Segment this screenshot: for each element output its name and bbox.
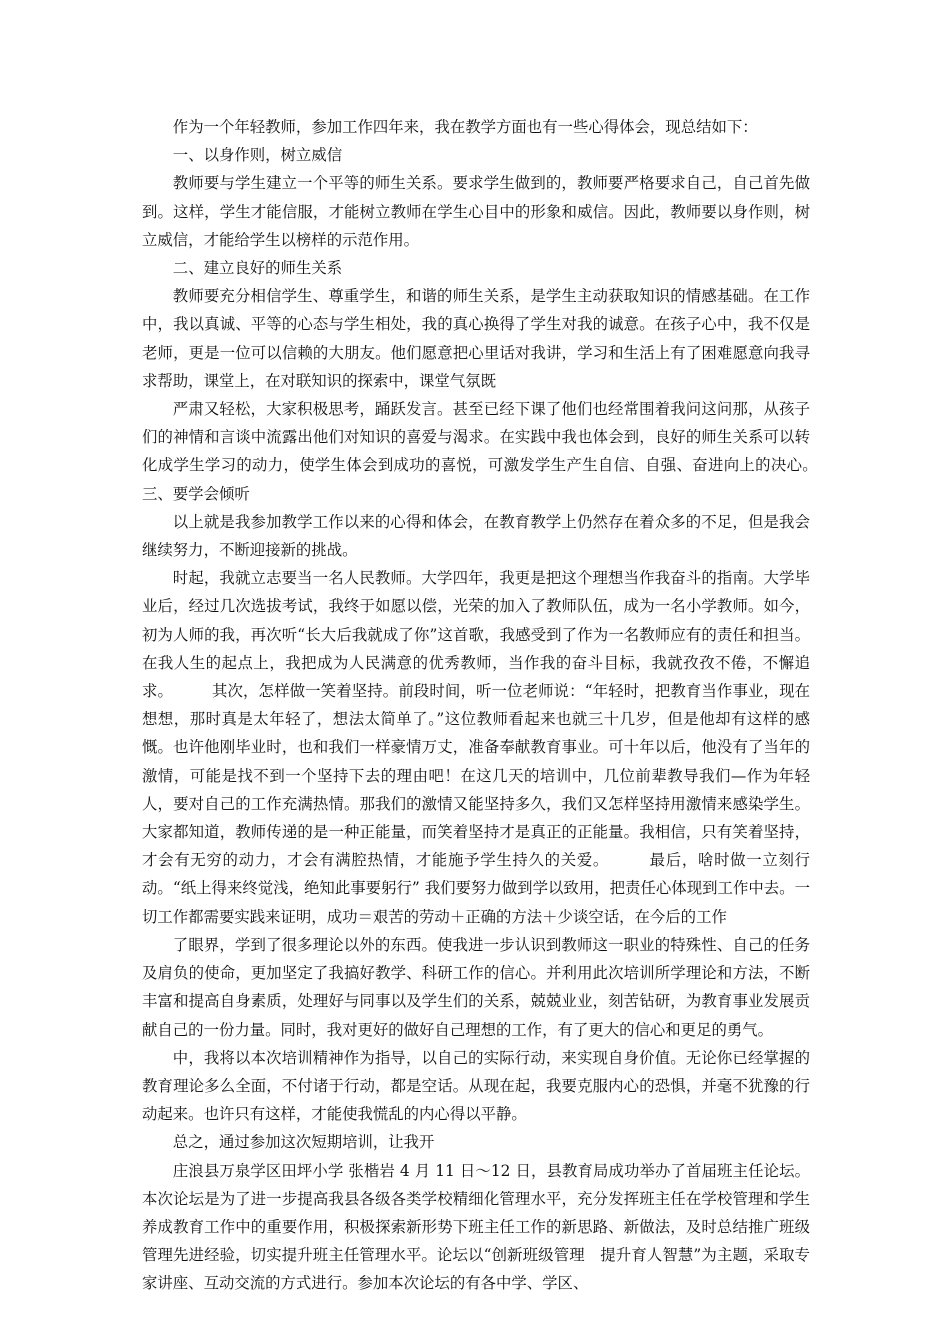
body-paragraph: 庄浪县万泉学区田坪小学 张楷岩 4 月 11 日～12 日，县教育局成功举办了首届班主任论坛。本次论坛是为了进一步提高我县各级各类学校精细化管理水平，充分发挥班主任在学校管理和学生养成教育工作中的重要作用，积极探索新形势下班主任工作的新思路、新做法，及时总结推广班级管理先进经验，切实提升班主任管理水平。论坛以“创新班级管理 提升育人智慧”为主题，采取专家讲座、互动交流的方式进行。参加本次论坛的有各中学、学区、: [142, 1161, 810, 1293]
body-paragraph: 以上就是我参加教学工作以来的心得和体会，在教育教学上仍然存在着众多的不足，但是我会继续努力，不断迎接新的挑战。: [142, 512, 810, 560]
body-paragraph: 时起，我就立志要当一名人民教师。大学四年，我更是把这个理想当作我奋斗的指南。大学毕业后，经过几次选拔考试，我终于如愿以偿，光荣的加入了教师队伍，成为一名小学教师。如今，初为人师的我，再次听“长大后我就成了你”这首歌，我感受到了作为一名教师应有的责任和担当。在我人生的起点上，我把成为人民满意的优秀教师，当作我的奋斗目标，我就孜孜不倦，不懈追求。 其次，怎样做一笑着坚持。前段时间，听一位老师说：“年轻时，把教育当作事业，现在想想，那时真是太年轻了，想法太简单了。”这位教师看起来也就三十几岁，但是他却有这样的感慨。也许他刚毕业时，也和我们一样豪情万丈，准备奉献教育事业。可十年以后，他没有了当年的激情，可能是找不到一个坚持下去的理由吧！在这几天的培训中，几位前辈教导我们—作为年轻人，要对自己的工作充满热情。那我们的激情又能坚持多久，我们又怎样坚持用激情来感染学生。大家都知道，教师传递的是一种正能量，而笑着坚持才是真正的正能量。我相信，只有笑着坚持，才会有无穷的动力，才会有满腔热情，才能施予学生持久的关爱。 最后，啥时做一立刻行动。“纸上得来终觉浅，绝知此事要躬行” 我们要努力做到学以致用，把责任心体现到工作中去。一切工作都需要实践来证明，成功＝艰苦的劳动＋正确的方法＋少谈空话，在今后的工作: [142, 569, 810, 926]
intro-paragraph: 作为一个年轻教师，参加工作四年来，我在教学方面也有一些心得体会，现总结如下：: [172, 118, 758, 136]
section-heading-2: 二、建立良好的师生关系: [172, 259, 343, 278]
body-paragraph: 了眼界，学到了很多理论以外的东西。使我进一步认识到教师这一职业的特殊性、自己的任务及肩负的使命，更加坚定了我搞好教学、科研工作的信心。并利用此次培训所学理论和方法，不断丰富和提高自身素质，处理好与同事以及学生们的关系，兢兢业业，刻苦钻研，为教育事业发展贡献自己的一份力量。同时，我对更好的做好自己理想的工作，有了更大的信心和更足的勇气。: [142, 935, 810, 1039]
document-body: [142, 113, 857, 1298]
body-paragraph: 中，我将以本次培训精神作为指导，以自己的实际行动，来实现自身价值。无论你已经掌握的教育理论多么全面，不付诸于行动，都是空话。从现在起，我要克服内心的恐惧，并毫不犹豫的行动起来。也许只有这样，才能使我慌乱的内心得以平静。: [142, 1048, 810, 1124]
section-heading-1: 一、以身作则，树立威信: [172, 146, 343, 165]
body-paragraph: 教师要与学生建立一个平等的师生关系。要求学生做到的，教师要严格要求自己，自己首先做到。这样，学生才能信服，才能树立教师在学生心目中的形象和威信。因此，教师要以身作则，树立威信，才能给学生以榜样的示范作用。: [142, 174, 810, 249]
body-paragraph: 总之，通过参加这次短期培训，让我开: [172, 1133, 435, 1152]
body-paragraph: 严肃又轻松，大家积极思考，踊跃发言。甚至已经下课了他们也经常围着我问这问那，从孩子们的神情和言谈中流露出他们对知识的喜爱与渴求。在实践中我也体会到，良好的师生关系可以转化成学生学习的动力，使学生体会到成功的喜悦，可激发学生产生自信、自强、奋进向上的决心。 三、要学会倾听: [142, 400, 857, 503]
body-paragraph: 教师要充分相信学生、尊重学生，和谐的师生关系，是学生主动获取知识的情感基础。在工作中，我以真诚、平等的心态与学生相处，我的真心换得了学生对我的诚意。在孩子心中，我不仅是老师，更是一位可以信赖的大朋友。他们愿意把心里话对我讲，学习和生活上有了困难愿意向我寻求帮助，课堂上，在对联知识的探索中，课堂气氛既: [142, 287, 810, 390]
